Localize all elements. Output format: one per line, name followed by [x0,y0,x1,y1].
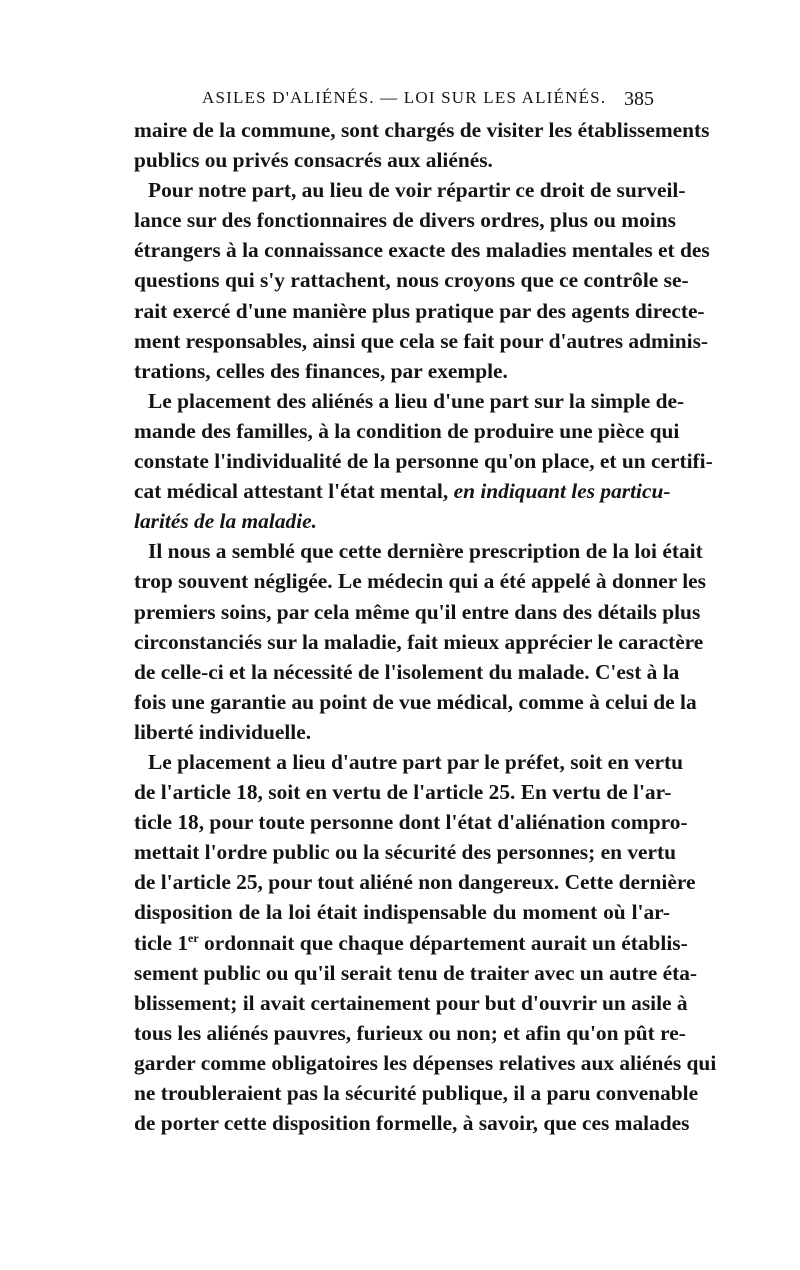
text-line: liberté individuelle. [134,719,312,744]
text-line: garder comme obligatoires les dépenses relatives aux aliénés qui [134,1050,717,1075]
text-line: trations, celles des finances, par exemple. [134,358,508,383]
text-segment: cat médical attestant l'état mental, [134,479,449,504]
text-line-mixed [134,476,670,506]
text-line: trop souvent négligée. Le médecin qui a été appelé à donner les [134,569,706,594]
italic-text-segment: en indiquant les particu- [453,479,671,504]
text-line: maire de la commune, sont chargés de visiter les établissements [134,118,710,142]
text-line: ment responsables, ainsi que cela se fait pour d'autres adminis- [134,328,709,353]
text-line: de porter cette disposition formelle, à savoir, que ces malades [134,1111,690,1136]
text-line: mande des familles, à la condition de produire une pièce qui [134,418,680,443]
text-line: de celle-ci et la nécessité de l'isolement du malade. C'est à la [134,659,680,684]
text-line: de l'article 25, pour tout aliéné non dangereux. Cette dernière [134,870,696,895]
text-line: étrangers à la connaissance exacte des maladies mentales et des [134,238,710,263]
superscript: er [188,930,199,945]
text-line: premiers soins, par cela même qu'il entre dans des détails plus [134,599,701,624]
text-line-with-superscript [134,928,688,958]
text-segment: ticle 1 [134,930,189,955]
italic-text-line: larités de la maladie. [134,509,317,534]
text-line: questions qui s'y rattachent, nous croyons que ce contrôle se- [134,268,689,293]
text-line: tous les aliénés pauvres, furieux ou non; et afin qu'on pût re- [134,1020,686,1045]
text-line: circonstanciés sur la maladie, fait mieux apprécier le caractère [134,629,704,654]
text-line: lance sur des fonctionnaires de divers ordres, plus ou moins [134,208,676,233]
text-line: mettait l'ordre public ou la sécurité des personnes; en vertu [134,840,677,865]
running-title: ASILES D'ALIÉNÉS. — LOI SUR LES ALIÉNÉS. [202,88,607,107]
text-line: de l'article 18, soit en vertu de l'article 25. En vertu de l'ar- [134,780,672,805]
running-head [134,88,654,116]
text-line: ne troubleraient pas la sécurité publique, il a paru convenable [134,1081,699,1105]
text-line: Le placement des aliénés a lieu d'une part sur la simple de- [148,388,685,413]
text-line: blissement; il avait certainement pour but d'ouvrir un asile à [134,990,688,1015]
page-number: 385 [624,88,654,110]
text-line: sement public ou qu'il serait tenu de traiter avec un autre éta- [134,960,698,985]
text-line: disposition de la loi était indispensable du moment où l'ar- [134,900,670,925]
text-line: rait exercé d'une manière plus pratique par des agents directe- [134,298,705,323]
text-line: constate l'individualité de la personne qu'on place, et un certifi- [134,449,713,474]
text-line: fois une garantie au point de vue médical, comme à celui de la [134,689,697,714]
text-line: publics ou privés consacrés aux aliénés. [134,148,493,173]
text-line: ticle 18, pour toute personne dont l'état d'aliénation compro- [134,810,688,835]
body-text [134,115,717,1138]
text-line: Il nous a semblé que cette dernière prescription de la loi était [148,539,703,564]
text-segment: ordonnait que chaque département aurait un établis- [198,930,688,955]
text-line: Pour notre part, au lieu de voir répartir ce droit de surveil- [148,178,686,203]
text-line: Le placement a lieu d'autre part par le préfet, soit en vertu [148,749,684,774]
